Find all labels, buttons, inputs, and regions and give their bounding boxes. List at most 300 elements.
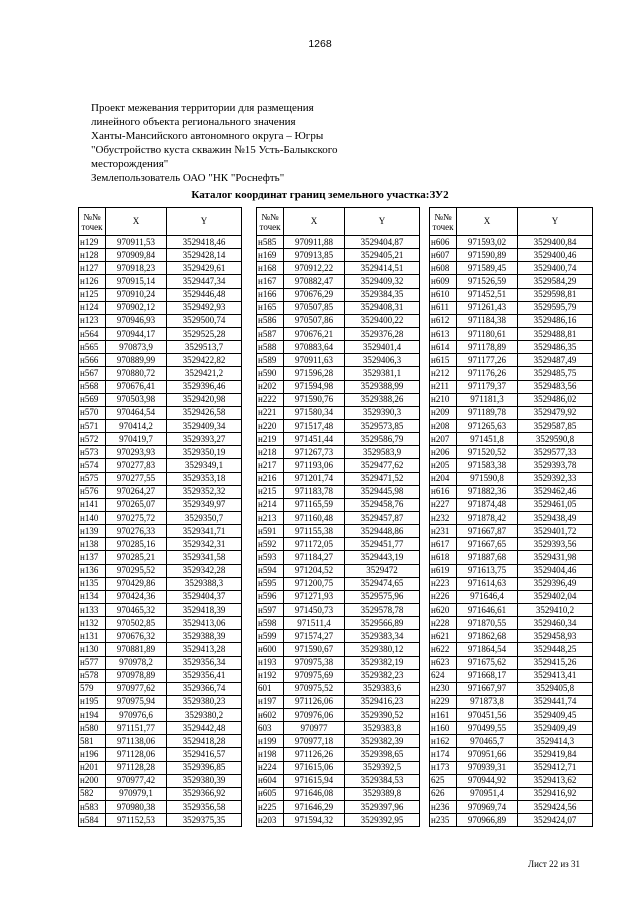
table-row xyxy=(79,748,242,761)
table-row xyxy=(257,511,420,524)
y-coordinate-cell: 3529429,61 xyxy=(167,262,242,275)
y-coordinate-cell: 3529383,8 xyxy=(345,722,420,735)
y-coordinate-cell: 3529483,56 xyxy=(518,380,593,393)
point-id-cell: н621 xyxy=(430,630,457,643)
table-row xyxy=(430,787,593,800)
table-row xyxy=(79,433,242,446)
table-row xyxy=(430,354,593,367)
y-coordinate-cell: 3529388,99 xyxy=(345,380,420,393)
y-coordinate-cell: 3529400,46 xyxy=(518,249,593,262)
table-row xyxy=(430,603,593,616)
header-point-number-line2: точек xyxy=(259,221,281,232)
y-coordinate-cell: 3529409,34 xyxy=(167,419,242,432)
table-row xyxy=(79,511,242,524)
point-id-cell: н618 xyxy=(430,551,457,564)
table-row xyxy=(430,367,593,380)
x-coordinate-cell: 971646,4 xyxy=(457,590,518,603)
table-row xyxy=(430,459,593,472)
x-coordinate-cell: 971594,98 xyxy=(284,380,345,393)
x-coordinate-cell: 970912,22 xyxy=(284,262,345,275)
x-coordinate-cell: 970285,21 xyxy=(106,551,167,564)
y-coordinate-cell: 3529375,35 xyxy=(167,814,242,827)
point-id-cell: н225 xyxy=(257,801,284,814)
point-id-cell: н592 xyxy=(257,538,284,551)
x-coordinate-cell: 970295,52 xyxy=(106,564,167,577)
point-id-cell: н193 xyxy=(257,656,284,669)
x-coordinate-cell: 970676,32 xyxy=(106,630,167,643)
point-id-cell: н611 xyxy=(430,301,457,314)
point-id-cell: н221 xyxy=(257,406,284,419)
point-id-cell: н614 xyxy=(430,341,457,354)
x-coordinate-cell: 971882,36 xyxy=(457,485,518,498)
x-coordinate-cell: 970277,55 xyxy=(106,472,167,485)
point-id-cell: н575 xyxy=(79,472,106,485)
x-coordinate-cell: 970275,72 xyxy=(106,511,167,524)
table-row xyxy=(430,735,593,748)
table-row xyxy=(430,380,593,393)
y-coordinate-cell: 3529416,92 xyxy=(518,787,593,800)
y-coordinate-cell: 3529441,74 xyxy=(518,695,593,708)
header-line: Ханты-Мансийского автономного округа – Югры xyxy=(91,130,324,142)
x-coordinate-cell: 971451,8 xyxy=(457,433,518,446)
y-coordinate-cell: 3529486,35 xyxy=(518,341,593,354)
point-id-cell: н594 xyxy=(257,564,284,577)
coordinates-table-1 xyxy=(78,207,242,827)
x-coordinate-cell: 970978,89 xyxy=(106,669,167,682)
point-id-cell: 582 xyxy=(79,787,106,800)
y-coordinate-cell: 3529396,49 xyxy=(518,577,593,590)
header-x: X xyxy=(284,208,345,236)
x-coordinate-cell: 970414,2 xyxy=(106,419,167,432)
y-coordinate-cell: 3529401,4 xyxy=(345,341,420,354)
x-coordinate-cell: 971590,89 xyxy=(457,249,518,262)
table-row xyxy=(257,327,420,340)
y-coordinate-cell: 3529380,23 xyxy=(167,695,242,708)
x-coordinate-cell: 970883,64 xyxy=(284,341,345,354)
table-row xyxy=(257,262,420,275)
point-id-cell: н216 xyxy=(257,472,284,485)
y-coordinate-cell: 3529396,85 xyxy=(167,761,242,774)
y-coordinate-cell: 3529409,49 xyxy=(518,722,593,735)
x-coordinate-cell: 970977,42 xyxy=(106,774,167,787)
x-coordinate-cell: 971593,02 xyxy=(457,236,518,249)
y-coordinate-cell: 3529413,28 xyxy=(167,643,242,656)
table-row xyxy=(430,327,593,340)
table-row xyxy=(257,617,420,630)
table-row xyxy=(257,709,420,722)
y-coordinate-cell: 3529488,81 xyxy=(518,327,593,340)
point-id-cell: н222 xyxy=(257,393,284,406)
table-row xyxy=(257,748,420,761)
table-row xyxy=(257,393,420,406)
y-coordinate-cell: 3529342,31 xyxy=(167,538,242,551)
y-coordinate-cell: 3529380,2 xyxy=(167,709,242,722)
x-coordinate-cell: 971870,55 xyxy=(457,617,518,630)
point-id-cell: н192 xyxy=(257,669,284,682)
x-coordinate-cell: 970976,06 xyxy=(284,709,345,722)
x-coordinate-cell: 970911,53 xyxy=(106,236,167,249)
y-coordinate-cell: 3529590,8 xyxy=(518,433,593,446)
x-coordinate-cell: 971152,53 xyxy=(106,814,167,827)
point-id-cell: н610 xyxy=(430,288,457,301)
y-coordinate-cell: 3529577,33 xyxy=(518,446,593,459)
table-row xyxy=(257,419,420,432)
header-line: месторождения" xyxy=(91,158,169,170)
page-number: 1268 xyxy=(308,38,332,50)
y-coordinate-cell: 3529424,07 xyxy=(518,814,593,827)
point-id-cell: н136 xyxy=(79,564,106,577)
y-coordinate-cell: 3529384,53 xyxy=(345,774,420,787)
y-coordinate-cell: 3529458,76 xyxy=(345,498,420,511)
point-id-cell: н194 xyxy=(79,709,106,722)
x-coordinate-cell: 971450,73 xyxy=(284,603,345,616)
point-id-cell: н214 xyxy=(257,498,284,511)
point-id-cell: н616 xyxy=(430,485,457,498)
point-id-cell: н130 xyxy=(79,643,106,656)
x-coordinate-cell: 970882,47 xyxy=(284,275,345,288)
table-row xyxy=(430,262,593,275)
table-row xyxy=(257,630,420,643)
table-row xyxy=(257,249,420,262)
table-row xyxy=(79,393,242,406)
point-id-cell: 603 xyxy=(257,722,284,735)
y-coordinate-cell: 3529573,85 xyxy=(345,419,420,432)
x-coordinate-cell: 970465,7 xyxy=(457,735,518,748)
table-row xyxy=(79,262,242,275)
header-y: Y xyxy=(345,208,420,236)
point-id-cell: н168 xyxy=(257,262,284,275)
y-coordinate-cell: 3529486,02 xyxy=(518,393,593,406)
x-coordinate-cell: 971520,52 xyxy=(457,446,518,459)
point-id-cell: н165 xyxy=(257,301,284,314)
y-coordinate-cell: 3529393,56 xyxy=(518,538,593,551)
table-header-row xyxy=(79,208,242,236)
table-row xyxy=(79,406,242,419)
table-row xyxy=(430,577,593,590)
x-coordinate-cell: 970966,89 xyxy=(457,814,518,827)
x-coordinate-cell: 970503,98 xyxy=(106,393,167,406)
header-x: X xyxy=(106,208,167,236)
x-coordinate-cell: 971864,54 xyxy=(457,643,518,656)
y-coordinate-cell: 3529356,41 xyxy=(167,669,242,682)
table-row xyxy=(79,314,242,327)
header-point-number xyxy=(430,208,457,236)
y-coordinate-cell: 3529414,3 xyxy=(518,735,593,748)
y-coordinate-cell: 3529404,87 xyxy=(345,236,420,249)
table-row xyxy=(430,472,593,485)
point-id-cell: н568 xyxy=(79,380,106,393)
table-row xyxy=(79,419,242,432)
table-row xyxy=(257,301,420,314)
x-coordinate-cell: 970676,41 xyxy=(106,380,167,393)
x-coordinate-cell: 970880,72 xyxy=(106,367,167,380)
point-id-cell: н132 xyxy=(79,617,106,630)
table-row xyxy=(430,630,593,643)
table-row xyxy=(430,748,593,761)
header-point-number-line2: точек xyxy=(432,221,454,232)
y-coordinate-cell: 3529431,98 xyxy=(518,551,593,564)
project-header xyxy=(91,101,381,185)
point-id-cell: н204 xyxy=(430,472,457,485)
x-coordinate-cell: 970951,66 xyxy=(457,748,518,761)
x-coordinate-cell: 971583,38 xyxy=(457,459,518,472)
table-row xyxy=(257,643,420,656)
point-id-cell: н226 xyxy=(430,590,457,603)
point-id-cell: н596 xyxy=(257,590,284,603)
x-coordinate-cell: 971181,3 xyxy=(457,393,518,406)
table-row xyxy=(79,643,242,656)
x-coordinate-cell: 971265,63 xyxy=(457,419,518,432)
y-coordinate-cell: 3529404,46 xyxy=(518,564,593,577)
table-row xyxy=(79,682,242,695)
y-coordinate-cell: 3529392,95 xyxy=(345,814,420,827)
table-row xyxy=(79,577,242,590)
y-coordinate-cell: 3529406,3 xyxy=(345,354,420,367)
table-row xyxy=(79,669,242,682)
table-row xyxy=(257,275,420,288)
point-id-cell: н174 xyxy=(430,748,457,761)
y-coordinate-cell: 3529402,04 xyxy=(518,590,593,603)
x-coordinate-cell: 970465,32 xyxy=(106,603,167,616)
point-id-cell: н166 xyxy=(257,288,284,301)
x-coordinate-cell: 971873,8 xyxy=(457,695,518,708)
x-coordinate-cell: 971160,48 xyxy=(284,511,345,524)
point-id-cell: н208 xyxy=(430,419,457,432)
x-coordinate-cell: 970264,27 xyxy=(106,485,167,498)
point-id-cell: н229 xyxy=(430,695,457,708)
y-coordinate-cell: 3529578,78 xyxy=(345,603,420,616)
x-coordinate-cell: 971646,08 xyxy=(284,787,345,800)
table-row xyxy=(430,288,593,301)
table-row xyxy=(79,774,242,787)
point-id-cell: 601 xyxy=(257,682,284,695)
y-coordinate-cell: 3529477,62 xyxy=(345,459,420,472)
table-row xyxy=(257,735,420,748)
x-coordinate-cell: 971165,59 xyxy=(284,498,345,511)
x-coordinate-cell: 971138,06 xyxy=(106,735,167,748)
table-row xyxy=(257,774,420,787)
x-coordinate-cell: 971128,28 xyxy=(106,761,167,774)
table-row xyxy=(79,301,242,314)
point-id-cell: 626 xyxy=(430,787,457,800)
x-coordinate-cell: 971615,94 xyxy=(284,774,345,787)
coordinates-table-3 xyxy=(429,207,593,827)
x-coordinate-cell: 971511,4 xyxy=(284,617,345,630)
x-coordinate-cell: 970944,17 xyxy=(106,327,167,340)
x-coordinate-cell: 971526,59 xyxy=(457,275,518,288)
y-coordinate-cell: 3529398,65 xyxy=(345,748,420,761)
x-coordinate-cell: 971126,06 xyxy=(284,695,345,708)
point-id-cell: н200 xyxy=(79,774,106,787)
table-row xyxy=(257,669,420,682)
x-coordinate-cell: 970507,85 xyxy=(284,301,345,314)
point-id-cell: н160 xyxy=(430,722,457,735)
table-row xyxy=(79,814,242,827)
y-coordinate-cell: 3529416,23 xyxy=(345,695,420,708)
table-row xyxy=(257,761,420,774)
y-coordinate-cell: 3529418,46 xyxy=(167,236,242,249)
y-coordinate-cell: 3529598,81 xyxy=(518,288,593,301)
y-coordinate-cell: 3529419,84 xyxy=(518,748,593,761)
table-row xyxy=(257,695,420,708)
point-id-cell: н227 xyxy=(430,498,457,511)
table-row xyxy=(430,551,593,564)
point-id-cell: н580 xyxy=(79,722,106,735)
x-coordinate-cell: 971451,44 xyxy=(284,433,345,446)
x-coordinate-cell: 970429,86 xyxy=(106,577,167,590)
table-row xyxy=(79,787,242,800)
y-coordinate-cell: 3529350,19 xyxy=(167,446,242,459)
header-point-number-line2: точек xyxy=(81,221,103,232)
y-coordinate-cell: 3529451,77 xyxy=(345,538,420,551)
point-id-cell: н608 xyxy=(430,262,457,275)
header-point-number-line1: №№ xyxy=(261,211,279,222)
y-coordinate-cell: 3529460,34 xyxy=(518,617,593,630)
table-row xyxy=(257,446,420,459)
x-coordinate-cell: 971179,37 xyxy=(457,380,518,393)
x-coordinate-cell: 971613,75 xyxy=(457,564,518,577)
y-coordinate-cell: 3529409,45 xyxy=(518,709,593,722)
point-id-cell: н133 xyxy=(79,603,106,616)
point-id-cell: н210 xyxy=(430,393,457,406)
point-id-cell: н220 xyxy=(257,419,284,432)
table-row xyxy=(430,433,593,446)
point-id-cell: н583 xyxy=(79,801,106,814)
table-row xyxy=(79,472,242,485)
y-coordinate-cell: 3529410,2 xyxy=(518,603,593,616)
table-row xyxy=(257,288,420,301)
table-row xyxy=(79,590,242,603)
x-coordinate-cell: 971180,61 xyxy=(457,327,518,340)
x-coordinate-cell: 970502,85 xyxy=(106,617,167,630)
table-row xyxy=(430,590,593,603)
table-row xyxy=(79,761,242,774)
point-id-cell: н565 xyxy=(79,341,106,354)
point-id-cell: н602 xyxy=(257,709,284,722)
y-coordinate-cell: 3529390,3 xyxy=(345,406,420,419)
point-id-cell: н207 xyxy=(430,433,457,446)
y-coordinate-cell: 3529350,7 xyxy=(167,511,242,524)
point-id-cell: н589 xyxy=(257,354,284,367)
x-coordinate-cell: 971667,87 xyxy=(457,525,518,538)
y-coordinate-cell: 3529471,52 xyxy=(345,472,420,485)
table-row xyxy=(430,446,593,459)
table-row xyxy=(257,577,420,590)
table-row xyxy=(257,314,420,327)
point-id-cell: н567 xyxy=(79,367,106,380)
y-coordinate-cell: 3529424,56 xyxy=(518,801,593,814)
y-coordinate-cell: 3529587,85 xyxy=(518,419,593,432)
table-row xyxy=(257,801,420,814)
table-row xyxy=(430,525,593,538)
x-coordinate-cell: 971204,52 xyxy=(284,564,345,577)
table-row xyxy=(79,564,242,577)
point-id-cell: н600 xyxy=(257,643,284,656)
x-coordinate-cell: 970975,69 xyxy=(284,669,345,682)
y-coordinate-cell: 3529356,34 xyxy=(167,656,242,669)
point-id-cell: н585 xyxy=(257,236,284,249)
header-line: Землепользователь ОАО "НК "Роснефть" xyxy=(91,172,285,184)
point-id-cell: н599 xyxy=(257,630,284,643)
table-row xyxy=(79,327,242,340)
table-row xyxy=(257,485,420,498)
x-coordinate-cell: 971172,05 xyxy=(284,538,345,551)
point-id-cell: н205 xyxy=(430,459,457,472)
point-id-cell: н609 xyxy=(430,275,457,288)
x-coordinate-cell: 971590,67 xyxy=(284,643,345,656)
point-id-cell: н206 xyxy=(430,446,457,459)
x-coordinate-cell: 970918,23 xyxy=(106,262,167,275)
point-id-cell: н622 xyxy=(430,643,457,656)
x-coordinate-cell: 970977 xyxy=(284,722,345,735)
x-coordinate-cell: 971615,06 xyxy=(284,761,345,774)
x-coordinate-cell: 971667,65 xyxy=(457,538,518,551)
point-id-cell: н215 xyxy=(257,485,284,498)
y-coordinate-cell: 3529400,22 xyxy=(345,314,420,327)
x-coordinate-cell: 971874,48 xyxy=(457,498,518,511)
x-coordinate-cell: 971151,77 xyxy=(106,722,167,735)
table-row xyxy=(257,433,420,446)
table-row xyxy=(79,538,242,551)
table-row xyxy=(430,249,593,262)
x-coordinate-cell: 971517,48 xyxy=(284,419,345,432)
y-coordinate-cell: 3529352,32 xyxy=(167,485,242,498)
header-point-number-line1: №№ xyxy=(83,211,101,222)
table-row xyxy=(430,801,593,814)
point-id-cell: н198 xyxy=(257,748,284,761)
x-coordinate-cell: 970889,99 xyxy=(106,354,167,367)
y-coordinate-cell: 3529389,8 xyxy=(345,787,420,800)
point-id-cell: н576 xyxy=(79,485,106,498)
x-coordinate-cell: 970944,92 xyxy=(457,774,518,787)
point-id-cell: н197 xyxy=(257,695,284,708)
x-coordinate-cell: 971594,32 xyxy=(284,814,345,827)
y-coordinate-cell: 3529392,5 xyxy=(345,761,420,774)
y-coordinate-cell: 3529566,89 xyxy=(345,617,420,630)
x-coordinate-cell: 971184,38 xyxy=(457,314,518,327)
point-id-cell: н128 xyxy=(79,249,106,262)
point-id-cell: н235 xyxy=(430,814,457,827)
table-row xyxy=(79,275,242,288)
x-coordinate-cell: 970976,6 xyxy=(106,709,167,722)
x-coordinate-cell: 971878,42 xyxy=(457,511,518,524)
x-coordinate-cell: 970975,38 xyxy=(284,656,345,669)
y-coordinate-cell: 3529393,78 xyxy=(518,459,593,472)
y-coordinate-cell: 3529401,72 xyxy=(518,525,593,538)
point-id-cell: н623 xyxy=(430,656,457,669)
x-coordinate-cell: 970424,36 xyxy=(106,590,167,603)
table-header-row xyxy=(430,208,593,236)
x-coordinate-cell: 971176,26 xyxy=(457,367,518,380)
x-coordinate-cell: 970969,74 xyxy=(457,801,518,814)
table-row xyxy=(79,485,242,498)
table-row xyxy=(430,695,593,708)
y-coordinate-cell: 3529382,23 xyxy=(345,669,420,682)
point-id-cell: н124 xyxy=(79,301,106,314)
point-id-cell: 581 xyxy=(79,735,106,748)
table-row xyxy=(430,682,593,695)
header-line: линейного объекта регионального значения xyxy=(91,116,296,128)
table-row xyxy=(257,814,420,827)
header-point-number xyxy=(257,208,284,236)
x-coordinate-cell: 971183,78 xyxy=(284,485,345,498)
y-coordinate-cell: 3529380,39 xyxy=(167,774,242,787)
x-coordinate-cell: 970265,07 xyxy=(106,498,167,511)
table-row xyxy=(430,669,593,682)
point-id-cell: н228 xyxy=(430,617,457,630)
point-id-cell: н597 xyxy=(257,603,284,616)
point-id-cell: н123 xyxy=(79,314,106,327)
